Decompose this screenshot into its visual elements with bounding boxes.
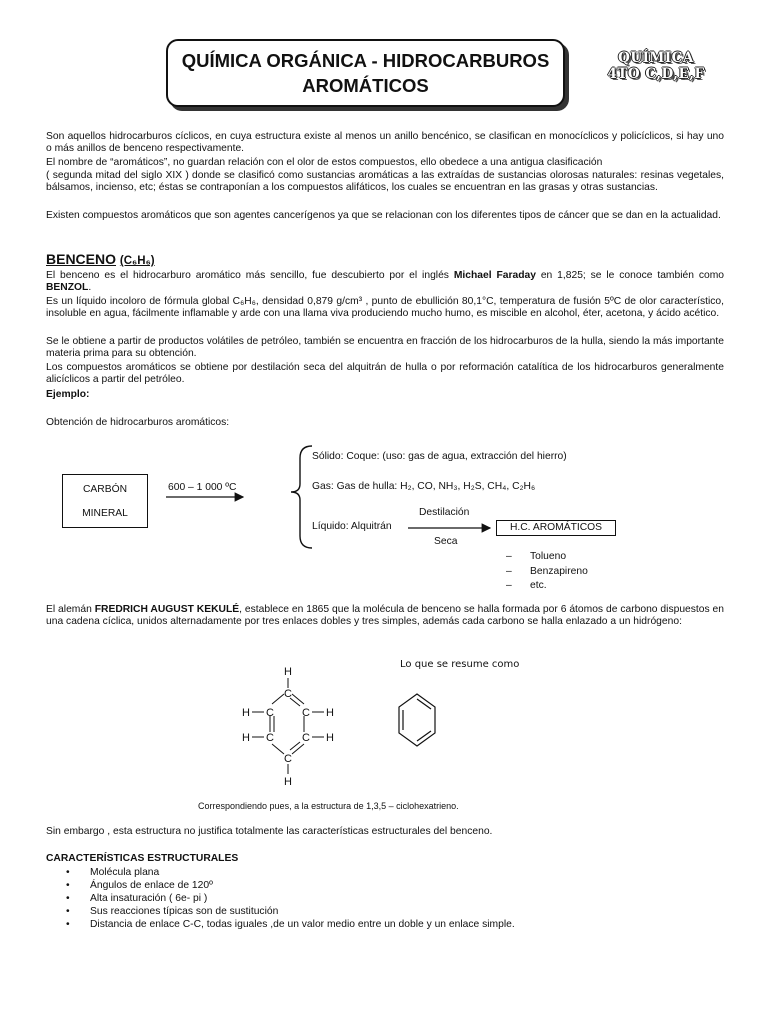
- benceno-formula: (C₆H₆): [119, 255, 155, 267]
- intro-paragraph-3: ( segunda mitad del siglo XIX ) donde se clasificó como sustancias aromáticas a las extraídas de sustancias olorosas naturales: resinas vegetales, bálsamos, incienso, etc; éstas se contraponían a los compuestos alifáticos, los cuales se encuentran en las grasas y otras sustancias.: [46, 170, 724, 194]
- list-item: – Benzapireno: [506, 565, 588, 580]
- list-item: • Sus reacciones típicas son de sustitución: [46, 905, 515, 918]
- list-item: • Molécula plana: [46, 866, 515, 879]
- resume-label: Lo que se resume como: [400, 659, 520, 670]
- page-title-line2: AROMÁTICOS: [302, 75, 429, 96]
- atom-h-top: H: [284, 666, 292, 678]
- list-item: – Tolueno: [506, 550, 588, 565]
- benceno-heading: [46, 251, 155, 267]
- caracteristicas-heading: CARACTERÍSTICAS ESTRUCTURALES: [46, 853, 239, 864]
- benceno-p1-text-a: El benceno es el hidrocarburo aromático más sencillo, fue descubierto por el inglés: [46, 270, 454, 281]
- structure-caption: Correspondiendo pues, a la estructura de 1,3,5 – ciclohexatrieno.: [198, 801, 459, 811]
- atom-c-upper-left: C: [266, 707, 274, 719]
- atom-h-lower-left: H: [242, 732, 250, 744]
- course-label-line2: 4TO C,D,E,F: [607, 66, 705, 82]
- page-title-line1: QUÍMICA ORGÁNICA - HIDROCARBUROS: [181, 50, 550, 71]
- intro-paragraph-1: Son aquellos hidrocarburos cíclicos, en cuya estructura existe al menos un anillo bencénico, se clasifican en monocíclicos y policíclicos, si hay uno o más anillos de benceno respectivamente.: [46, 131, 724, 155]
- atom-h-upper-right: H: [326, 707, 334, 719]
- benceno-p1-text-c: en 1,825; se le conoce también como: [535, 270, 725, 281]
- liquido-label: Líquido: Alquitrán: [312, 521, 392, 532]
- faraday-name: Michael Faraday: [453, 270, 536, 281]
- solido-label: Sólido: Coque: (uso: gas de agua, extracción del hierro): [312, 451, 567, 462]
- list-item: – etc.: [506, 579, 588, 594]
- benzol-name: BENZOL: [46, 282, 89, 294]
- atom-h-bottom: H: [284, 776, 292, 788]
- course-label: [596, 50, 716, 82]
- atom-c-lower-right: C: [302, 732, 310, 744]
- benceno-paragraph-4: Los compuestos aromáticos se obtiene por destilación seca del alquitrán de hulla o por reformación catalítica de los hidrocarburos generalmente alicíclicos a partir del petróleo.: [46, 362, 724, 386]
- ejemplo-label: Ejemplo:: [46, 389, 90, 400]
- gas-prefix: Gas: Gas de hulla:: [312, 481, 401, 492]
- kekule-structure: [230, 660, 340, 790]
- course-label-line1: QUÍMICA: [618, 50, 694, 66]
- list-item: • Distancia de enlace C-C, todas iguales ,de un valor medio entre un doble y un enlace simple.: [46, 918, 515, 931]
- sin-embargo-paragraph: Sin embargo , esta estructura no justifica totalmente las características estructurales del benceno.: [46, 826, 493, 837]
- seca-label: Seca: [434, 536, 458, 547]
- carbon-label-line1: CARBÓN: [82, 484, 128, 495]
- intro-paragraph-4: Existen compuestos aromáticos que son agentes cancerígenos ya que se relacionan con los diferentes tipos de cáncer que se dan en la actualidad.: [46, 210, 721, 221]
- caracteristicas-list: [46, 866, 515, 931]
- atom-c-top: C: [284, 688, 292, 700]
- hc-aromaticos-box: H.C. AROMÁTICOS: [496, 520, 616, 536]
- atom-c-bottom: C: [284, 753, 292, 765]
- destilacion-label: Destilación: [419, 507, 470, 518]
- products-list: [506, 550, 588, 594]
- kekule-text-a: El alemán: [46, 604, 95, 615]
- obtencion-label: Obtención de hidrocarburos aromáticos:: [46, 417, 230, 428]
- atom-h-lower-right: H: [326, 732, 334, 744]
- list-item: • Alta insaturación ( 6e- pi ): [46, 892, 515, 905]
- atom-c-lower-left: C: [266, 732, 274, 744]
- list-item: • Ángulos de enlace de 120º: [46, 879, 515, 892]
- benceno-paragraph-1: [46, 270, 724, 294]
- kekule-name: FREDRICH AUGUST KEKULÉ: [94, 604, 240, 615]
- kekule-text-c: , establece en 1865 que la molécula de benceno se halla formada por 6 átomos de carbono dispuestos en una cadena cíclica, unidos alternadamente por tres enlaces dobles y tres simples, además cada carbono se halla enlazado a un hidrógeno:: [46, 604, 724, 628]
- intro-paragraph-2: El nombre de “aromáticos”, no guardan relación con el olor de estos compuestos, ello obedece a una antigua clasificación: [46, 157, 603, 168]
- temperature-label: 600 – 1 000 ºC: [168, 482, 237, 493]
- benceno-heading-text: BENCENO: [46, 251, 117, 267]
- gas-label: [312, 481, 535, 492]
- atom-c-upper-right: C: [302, 707, 310, 719]
- benceno-p1-text-e: .: [88, 282, 92, 294]
- benzene-hexagon: [392, 690, 442, 760]
- carbon-label-line2: MINERAL: [82, 508, 128, 519]
- title-box: [166, 39, 565, 107]
- atom-h-upper-left: H: [242, 707, 250, 719]
- gas-formula: H₂, CO, NH₃, H₂S, CH₄, C₂H₆: [400, 481, 536, 492]
- benceno-paragraph-3: Se le obtiene a partir de productos volátiles de petróleo, también se encuentra en fracción de los hidrocarburos de la hulla, siendo la más importante materia prima para su obtención.: [46, 336, 724, 360]
- benceno-paragraph-2: Es un líquido incoloro de fórmula global C₆H₆, densidad 0,879 g/cm³ , punto de ebullición 80,1°C, temperatura de fusión 5ºC de olor característico, insoluble en agua, fácilmente inflamable y arde con una llama viva produciendo mucho humo, es miscible en alcohol, éter, acetona, y ácido acético.: [46, 296, 724, 320]
- kekule-paragraph: [46, 604, 724, 628]
- products-brace: [291, 446, 312, 548]
